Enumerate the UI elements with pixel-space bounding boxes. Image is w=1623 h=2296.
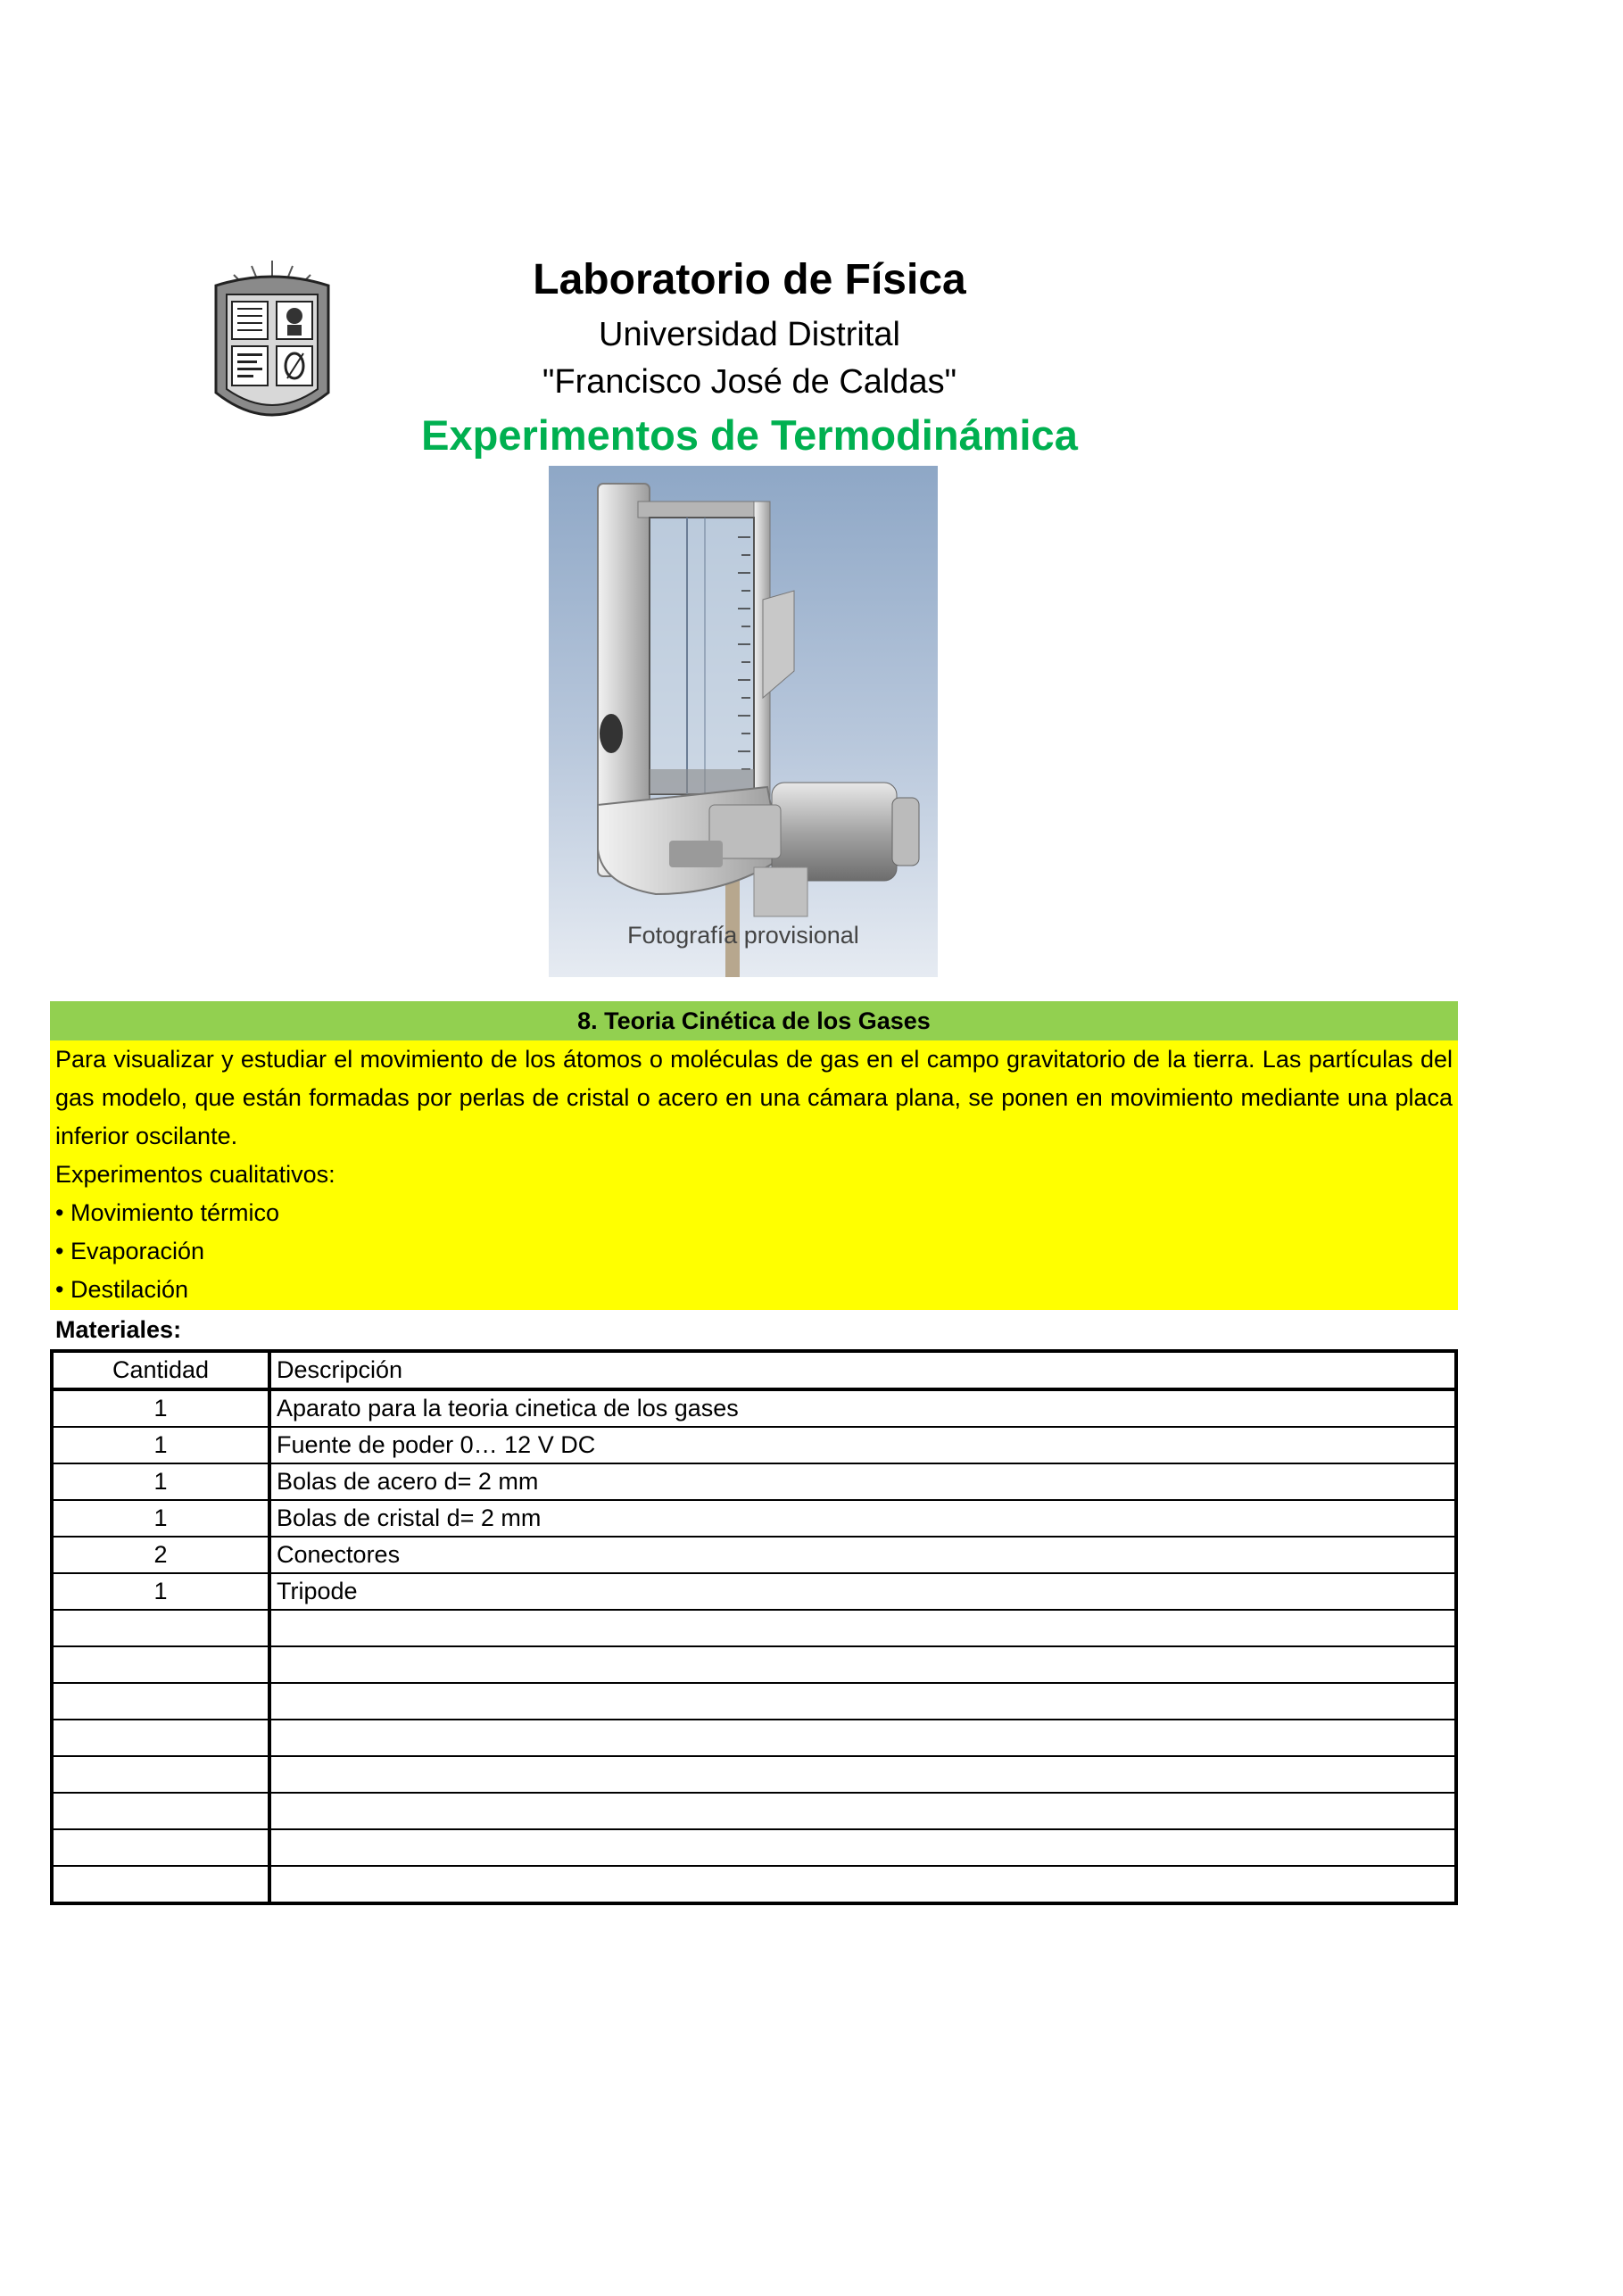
- description-cell: [269, 1793, 1456, 1829]
- description-cell: Bolas de cristal d= 2 mm: [269, 1500, 1456, 1537]
- table-row: [52, 1463, 1456, 1500]
- list-item: • Destilación: [55, 1276, 189, 1303]
- table-row: [52, 1500, 1456, 1537]
- subject-title: Experimentos de Termodinámica: [421, 411, 1078, 459]
- description-block: [50, 1040, 1458, 1310]
- column-header-quantity: Cantidad: [52, 1351, 269, 1389]
- column-header-description: Descripción: [269, 1351, 1456, 1389]
- quantity-cell: [52, 1683, 269, 1720]
- table-row: [52, 1646, 1456, 1683]
- materials-table: [50, 1349, 1458, 1905]
- description-cell: Fuente de poder 0… 12 V DC: [269, 1427, 1456, 1463]
- description-cell: [269, 1610, 1456, 1646]
- table-row: [52, 1427, 1456, 1463]
- university-name: "Francisco José de Caldas": [542, 363, 957, 401]
- description-cell: Bolas de acero d= 2 mm: [269, 1463, 1456, 1500]
- university-seal-icon: [198, 259, 346, 425]
- description-cell: [269, 1866, 1456, 1903]
- materials-label: Materiales:: [55, 1316, 182, 1343]
- table-row: [52, 1793, 1456, 1829]
- description-cell: [269, 1646, 1456, 1683]
- list-item: • Evaporación: [55, 1238, 205, 1264]
- table-row: [52, 1537, 1456, 1573]
- quantity-cell: [52, 1646, 269, 1683]
- table-row: [52, 1389, 1456, 1427]
- quantity-cell: 2: [52, 1537, 269, 1573]
- quantity-cell: [52, 1610, 269, 1646]
- table-row: [52, 1573, 1456, 1610]
- quantity-cell: [52, 1793, 269, 1829]
- university-label: Universidad Distrital: [599, 316, 900, 353]
- table-row: [52, 1720, 1456, 1756]
- quantity-cell: [52, 1866, 269, 1903]
- description-cell: Conectores: [269, 1537, 1456, 1573]
- table-row: [52, 1866, 1456, 1903]
- quantity-cell: 1: [52, 1573, 269, 1610]
- quantity-cell: 1: [52, 1463, 269, 1500]
- photo-caption: Fotografía provisional: [627, 922, 859, 949]
- description-cell: Aparato para la teoria cinetica de los gases: [269, 1389, 1456, 1427]
- list-item: • Movimiento térmico: [55, 1199, 280, 1226]
- table-header-row: [52, 1351, 1456, 1389]
- table-row: [52, 1683, 1456, 1720]
- table-row: [52, 1610, 1456, 1646]
- description-cell: [269, 1683, 1456, 1720]
- quantity-cell: [52, 1829, 269, 1866]
- quantity-cell: [52, 1720, 269, 1756]
- table-row: [52, 1756, 1456, 1793]
- table-row: [52, 1829, 1456, 1866]
- quantity-cell: [52, 1756, 269, 1793]
- quantity-cell: 1: [52, 1500, 269, 1537]
- description-cell: [269, 1720, 1456, 1756]
- description-text: Para visualizar y estudiar el movimiento de los átomos o moléculas de gas en el campo gravitatorio de la tierra. Las partículas del gas modelo, que están formadas por perlas de cristal o acero en una cámara plana, se ponen en movimiento mediante una placa inferior oscilante.: [55, 1046, 1453, 1149]
- description-cell: Tripode: [269, 1573, 1456, 1610]
- quantity-cell: 1: [52, 1389, 269, 1427]
- description-cell: [269, 1756, 1456, 1793]
- apparatus-photo: [549, 466, 938, 977]
- section-title: 8. Teoria Cinética de los Gases: [50, 1001, 1458, 1040]
- page-title: Laboratorio de Física: [533, 256, 966, 303]
- experiments-label: Experimentos cualitativos:: [55, 1161, 335, 1188]
- quantity-cell: 1: [52, 1427, 269, 1463]
- description-cell: [269, 1829, 1456, 1866]
